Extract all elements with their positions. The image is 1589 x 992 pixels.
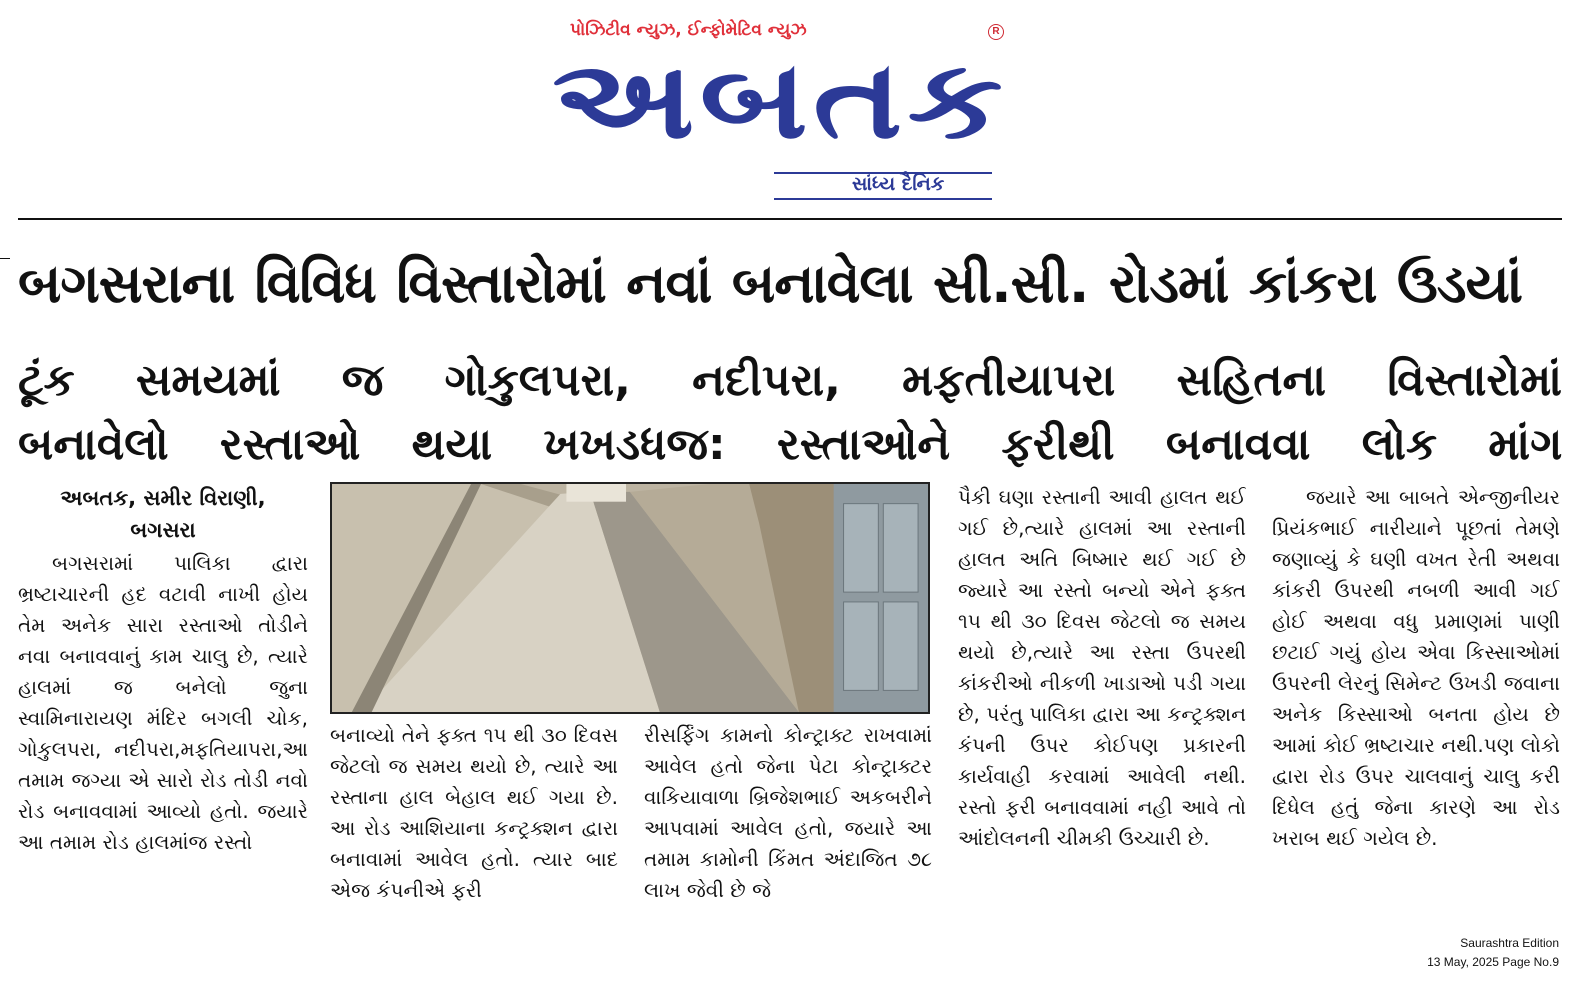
footer-date-page: 13 May, 2025 Page No.9	[1427, 955, 1559, 969]
masthead	[552, 14, 1020, 204]
article-subhead-line-2: બનાવેલો રસ્તાઓ થયા ખખડધજ: રસ્તાઓને ફરીથી બનાવવા લોક માંગ	[18, 419, 1562, 470]
masthead-tagline: પોઝિટીવ ન્યુઝ, ઈન્ફોમેટિવ ન્યુઝ	[570, 20, 807, 40]
footer-edition: Saurashtra Edition	[1460, 936, 1559, 950]
byline-place: બગસરા	[130, 518, 196, 542]
article-column-2: બનાવ્યો તેને ફક્ત ૧૫ થી ૩૦ દિવસ જેટલો જ સમય થયો છે, ત્યારે આ રસ્તાના હાલ બેહાલ થઈ ગયા છે. આ રોડ આશિયાના કન્ટ્રક્શન દ્વારા બનાવામાં આવેલ હતો. ત્યાર બાદ એજ કંપનીએ ફરી	[330, 723, 618, 902]
margin-tick	[0, 258, 10, 259]
article-column-5: જયારે આ બાબતે એન્જીનીયર પ્રિયંકભાઈ નારીયાને પૂછતાં તેમણે જણાવ્યું કે ઘણી વખત રેતી અથવા કાંકરી ઉપરથી નબળી આવી ગઈ હોઈ અથવા વધુ પ્રમાણમાં પાણી છટાઈ ગયું હોય એવા કિસ્સાઓમાં ઉપરની લેરનું સિમેન્ટ ઉખડી જવાના અનેક કિસ્સાઓ બનતા હોય છે આમાં કોઈ ભ્રષ્ટાચાર નથી.પણ લોકો દ્વારા રોડ ઉપર ચાલવાનું ચાલુ કરી દિધેલ હતું જેના કારણે આ રોડ ખરાબ થઈ ગયેલ છે.	[1272, 485, 1560, 850]
page-footer	[1427, 934, 1559, 972]
article-photo	[330, 482, 930, 714]
edition-label: સાંધ્ય દૈનિક	[852, 173, 945, 195]
article-column-3: રીસર્ફિંગ કામનો કોન્ટ્રાક્ટ રાખવામાં આવેલ હતો જેના પેટા કોન્ટ્રાક્ટર વાકિયાવાળા બ્રિજેશભાઈ અકબરીને આપવામાં આવેલ હતો, જયારે આ તમામ કામોની કિંમત અંદાજિત ૭૮ લાખ જેવી છે જે	[644, 723, 932, 902]
article-byline	[18, 482, 308, 546]
road-photo-illustration	[332, 484, 928, 712]
newspaper-logo: અબતક	[552, 38, 1008, 163]
byline-author: અબતક, સમીર વિરાણી,	[60, 486, 266, 510]
article-headline: બગસરાના વિવિધ વિસ્તારોમાં નવાં બનાવેલા સી.સી. રોડમાં કાંકરા ઉડયાં	[18, 252, 1522, 315]
article-column-4: પૈકી ઘણા રસ્તાની આવી હાલત થઈ ગઈ છે,ત્યારે હાલમાં આ રસ્તાની હાલત અતિ બિષ્માર થઈ ગઈ છે જ્યારે આ રસ્તો બન્યો એને ફક્ત ૧૫ થી ૩૦ દિવસ જેટલો જ સમય થયો છે,ત્યારે આ રસ્તા ઉપરથી કાંકરીઓ નીકળી ખાડાઓ પડી ગયા છે, પરંતુ પાલિકા દ્વારા આ કન્ટ્રક્શન કંપની ઉપર કોઈપણ પ્રકારની કાર્યવાહી કરવામાં આવેલી નથી. રસ્તો ફરી બનાવવામાં નહી આવે તો આંદોલનની ચીમકી ઉચ્ચારી છે.	[958, 485, 1246, 850]
logo-rule-bottom	[774, 198, 992, 200]
article-subhead-line-1: ટૂંક સમયમાં જ ગોકુલપરા, નદીપરા, મફતીયાપરા સહિતના વિસ્તારોમાં	[18, 355, 1562, 406]
masthead-divider	[18, 218, 1562, 220]
article-column-1: બગસરામાં પાલિકા દ્વારા ભ્રષ્ટાચારની હદ વટાવી નાખી હોય તેમ અનેક સારા રસ્તાઓ તોડીને નવા બનાવવાનું કામ ચાલુ છે, ત્યારે હાલમાં જ બનેલો જુના સ્વામિનારાયણ મંદિર બગલી ચોક, ગોકુલપરા, નદીપરા,મફતિયાપરા,આ તમામ જગ્યા એ સારો રોડ તોડી નવો રોડ બનાવવામાં આવ્યો હતો. જયારે આ તમામ રોડ હાલમાંજ રસ્તો	[18, 551, 308, 854]
registered-trademark-icon: R	[988, 24, 1004, 40]
